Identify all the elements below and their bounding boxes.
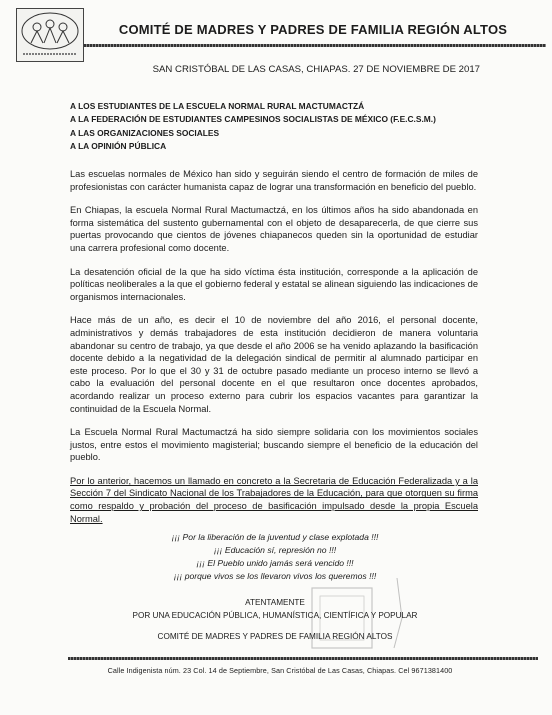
organization-title: COMITÉ DE MADRES Y PADRES DE FAMILIA REGIÓN ALTOS [118,22,508,37]
recipients-block [70,100,470,154]
recipient-line: A LA OPINIÓN PÚBLICA [70,141,167,152]
closing-motto: POR UNA EDUCACIÓN PÚBLICA, HUMANÍSTICA, CIENTÍFICA Y POPULAR [132,610,418,620]
place-date: SAN CRISTÓBAL DE LAS CASAS, CHIAPAS. 27 DE NOVIEMBRE DE 2017 [152,64,480,75]
body-paragraph: Las escuelas normales de México han sido y seguirán siendo el centro de formación de miles de profesionistas con carácter humanista capaz de lograr una transformación en beneficio del pueblo. [70,169,478,192]
body-paragraph: En Chiapas, la escuela Normal Rural Mactumactzá, en los últimos años ha sido abandonada en forma sistemática del sustento gubernamental con el objeto de desaparecerla, de que cierre sus puertas provocando que cientos de jóvenes chiapanecos queden sin la oportunidad de estudiar una carrera profesional como docente. [70,205,478,253]
organization-logo [16,8,84,62]
logo-illustration-icon [17,9,83,61]
slogan-line: ¡¡¡ El Pueblo unido jamás será vencido !!! [196,558,354,568]
footer-address: Calle Indigenista núm. 23 Col. 14 de Septiembre, San Cristóbal de Las Casas, Chiapas. Cel 9671381400 [107,666,453,675]
footer-divider [68,657,538,660]
closing-attentive: ATENTAMENTE [245,598,305,607]
closing-block [120,597,430,622]
signature-organization: COMITÉ DE MADRES Y PADRES DE FAMILIA REGIÓN ALTOS [157,632,393,641]
header-divider [84,44,546,47]
letter-body [70,168,478,536]
recipient-line: A LAS ORGANIZACIONES SOCIALES [70,127,220,138]
body-paragraph: La Escuela Normal Rural Mactumactzá ha sido siempre solidaria con los movimientos sociales justos, entre estos el movimiento magisterial; buscando siempre el beneficio de la educación del pueblo. [70,427,478,463]
ink-stamp-icon [302,578,422,668]
slogan-line: ¡¡¡ porque vivos se los llevaron vivos los queremos !!! [173,571,377,581]
recipient-line: A LA FEDERACIÓN DE ESTUDIANTES CAMPESINOS SOCIALISTAS DE MÉXICO (F.E.C.S.M.) [70,114,436,125]
body-paragraph: Hace más de un año, es decir el 10 de noviembre del año 2016, el personal docente, administrativos y demás trabajadores de esta institución decidieron de manera voluntaria abandonar su centro de trabajo, ya que desde el año 2006 se ha venido aplazando la basificación docente debido a la negatividad de la delegación sindical de permitir al alumnado participar en este proceso. Por lo que el 30 y 31 de octubre pasado mediante un proceso interno se llevó a cabo la evaluación del personal docente en el que resultaron once docentes aprobados, acordando realizar un proceso externo para cubrir los espacios vacantes para garantizar la continuidad de la Escuela Normal. [70,315,478,414]
slogan-line: ¡¡¡ Educación sí, represión no !!! [213,545,337,555]
slogan-line: ¡¡¡ Por la liberación de la juventud y clase explotada !!! [171,532,379,542]
slogans-block [150,531,400,583]
recipient-line: A LOS ESTUDIANTES DE LA ESCUELA NORMAL RURAL MACTUMACTZÁ [70,101,365,111]
call-to-action-paragraph: Por lo anterior, hacemos un llamado en concreto a la Secretaria de Educación Federalizada y a la Sección 7 del Sindicato Nacional de los Trabajadores de la Educación, para que otorguen su firma como respaldo y probación del proceso de basificación impulsado desde la propia Escuela Normal. [70,475,478,524]
body-paragraph: La desatención oficial de la que ha sido víctima ésta institución, corresponde a la aplicación de políticas neoliberales a la que el gobierno federal y estatal se alinean siguiendo las indicaciones de organismos internacionales. [70,266,478,302]
